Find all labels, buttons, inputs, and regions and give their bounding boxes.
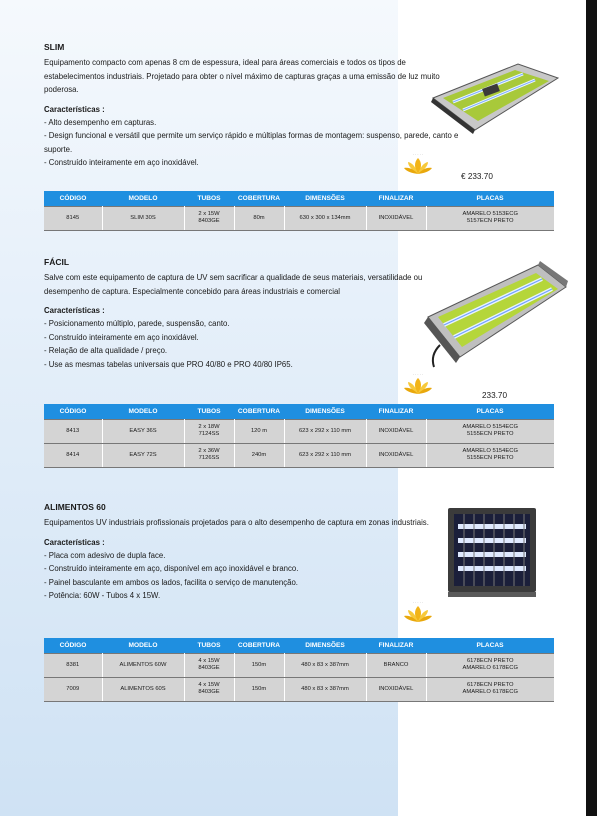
features-list [44,317,464,371]
feature-item: - Design funcional e versátil que permite um serviço rápido e múltiplas formas de montagem: suspenso, parede, canto e suporte. [44,131,459,154]
section-description: Salve com este equipamento de captura de UV sem sacrificar a qualidade de seus materiais, versatilidade ou desempenho de captura. Especialmente concebido para áreas industriais e comercial [44,273,423,296]
feature-item: - Painel basculante em ambos os lados, facilita o serviço de manutenção. [44,577,298,587]
svg-text:· · · · ·: · · · · · [412,601,424,605]
feature-item: - Placa com adesivo de dupla face. [44,550,166,560]
column-header-coverage: COBERTURA [234,638,284,653]
svg-text:· · · · ·: · · · · · [412,373,424,377]
column-header-tubes: TUBOS [184,404,234,419]
page-edge [586,0,597,816]
column-header-dimensions: DIMENSÕES [284,191,366,206]
section-description: Equipamentos UV industriais profissionais projetados para o alto desempenho de captura em zonas industriais. [44,518,429,527]
feature-item: - Construído inteiramente em aço inoxidável. [44,158,199,168]
cell-code: 8413 [44,419,102,443]
cell-finish: INOXIDÁVEL [366,206,426,230]
section-facil [44,257,464,371]
svg-text:· · · · ·: · · · · · [412,153,424,157]
feature-item: - Potência: 60W - Tubos 4 x 15W. [44,591,161,601]
column-header-code: CÓDIGO [44,191,102,206]
cell-code: 7009 [44,677,102,701]
cell-plates: AMARELO 5154ECG 5155ECN PRETO [426,443,554,467]
features-heading: Características : [44,104,105,114]
slim-price: € 233.70 [461,172,493,181]
features-heading: Características : [44,537,105,547]
column-header-plates: PLACAS [426,404,554,419]
cell-plates: AMARELO 5154ECG 5155ECN PRETO [426,419,554,443]
column-header-coverage: COBERTURA [234,191,284,206]
table-row [44,677,554,701]
table-row [44,653,554,677]
column-header-finish: FINALIZAR [366,404,426,419]
cell-finish: BRANCO [366,653,426,677]
alimentos-spec-table [44,638,554,702]
cell-code: 8414 [44,443,102,467]
cell-dimensions: 630 x 300 x 134mm [284,206,366,230]
cell-dimensions: 623 x 292 x 110 mm [284,443,366,467]
facil-trap-image [420,255,570,370]
table-header-row [44,638,554,653]
cell-finish: INOXIDÁVEL [366,419,426,443]
feature-item: - Construído inteiramente em aço, disponível em aço inoxidável e branco. [44,564,299,574]
column-header-plates: PLACAS [426,191,554,206]
facil-price: 233.70 [482,391,508,400]
table-row [44,419,554,443]
cell-tubes: 4 x 15W 8403GE [184,653,234,677]
features-heading: Características : [44,306,105,315]
column-header-finish: FINALIZAR [366,638,426,653]
cell-model: ALIMENTOS 60W [102,653,184,677]
cell-code: 8381 [44,653,102,677]
brand-logo-icon [400,370,436,398]
cell-model: EASY 72S [102,443,184,467]
slim-spec-table [44,191,554,231]
slim-trap-image [423,56,563,136]
column-header-dimensions: DIMENSÕES [284,638,366,653]
section-title: FÁCIL [44,257,70,267]
cell-coverage: 150m [234,677,284,701]
table-header-row [44,404,554,419]
cell-coverage: 120 m [234,419,284,443]
cell-finish: INOXIDÁVEL [366,443,426,467]
cell-coverage: 150m [234,653,284,677]
cell-tubes: 2 x 15W 8403GE [184,206,234,230]
cell-dimensions: 480 x 83 x 387mm [284,677,366,701]
column-header-tubes: TUBOS [184,191,234,206]
cell-dimensions: 480 x 83 x 387mm [284,653,366,677]
cell-plates: AMARELO 5153ECG 5157ECN PRETO [426,206,554,230]
alimentos-trap-image [442,500,542,602]
column-header-finish: FINALIZAR [366,191,426,206]
cell-finish: INOXIDÁVEL [366,677,426,701]
column-header-coverage: COBERTURA [234,404,284,419]
cell-plates: 6178ECN PRETO AMARELO 6178ECG [426,677,554,701]
feature-item: - Relação de alta qualidade / preço. [44,346,168,356]
cell-model: SLIM 30S [102,206,184,230]
column-header-dimensions: DIMENSÕES [284,404,366,419]
facil-spec-table [44,404,554,468]
section-alimentos [44,502,464,603]
column-header-model: MODELO [102,638,184,653]
section-description: Equipamento compacto com apenas 8 cm de espessura, ideal para áreas comerciais e todos os tipos de estabelecimentos industriais. Projetado para obter o nível máximo de capturas graças a uma emissão de luz muito poderosa. [44,58,440,94]
cell-model: EASY 36S [102,419,184,443]
column-header-plates: PLACAS [426,638,554,653]
feature-item: - Alto desempenho em capturas. [44,117,157,127]
cell-dimensions: 623 x 292 x 110 mm [284,419,366,443]
column-header-model: MODELO [102,191,184,206]
cell-coverage: 80m [234,206,284,230]
brand-logo-icon [400,150,436,178]
cell-model: ALIMENTOS 60S [102,677,184,701]
column-header-model: MODELO [102,404,184,419]
section-title: SLIM [44,42,65,52]
table-row [44,206,554,230]
column-header-code: CÓDIGO [44,638,102,653]
cell-code: 8145 [44,206,102,230]
cell-plates: 6178ECN PRETO AMARELO 6178ECG [426,653,554,677]
feature-item: - Construído inteiramente em aço inoxidável. [44,332,199,342]
section-title: ALIMENTOS 60 [44,502,106,512]
feature-item: - Posicionamento múltiplo, parede, suspensão, canto. [44,319,230,328]
brand-logo-icon [400,598,436,626]
table-header-row [44,191,554,206]
cell-tubes: 2 x 18W 7124SS [184,419,234,443]
cell-coverage: 240m [234,443,284,467]
cell-tubes: 4 x 15W 8403GE [184,677,234,701]
feature-item: - Use as mesmas tabelas universais que PRO 40/80 e PRO 40/80 IP65. [44,359,293,369]
column-header-code: CÓDIGO [44,404,102,419]
cell-tubes: 2 x 36W 7126SS [184,443,234,467]
table-row [44,443,554,467]
features-list [44,549,464,603]
column-header-tubes: TUBOS [184,638,234,653]
